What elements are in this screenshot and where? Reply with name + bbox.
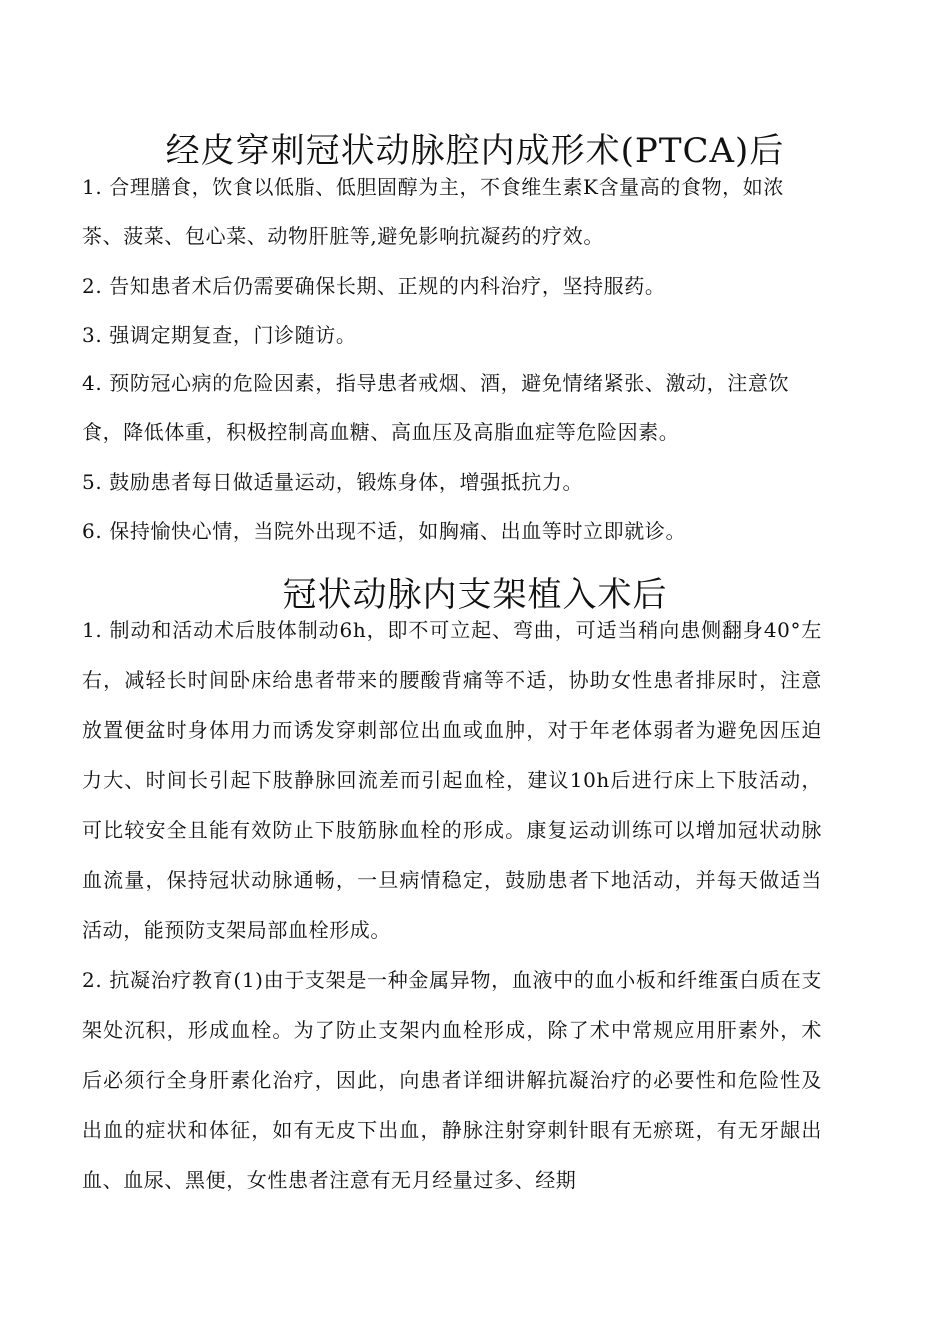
ptca-item-4: 4. 预防冠心病的危险因素，指导患者戒烟、酒，避免情绪紧张、激动，注意饮食，降低体重，积极控制高血糖、高血压及高脂血症等危险因素。: [82, 371, 790, 444]
ptca-item-2: 2. 告知患者术后仍需要确保长期、正规的内科治疗，坚持服药。: [82, 274, 666, 298]
stent-item-1: 1. 制动和活动术后肢体制动6h，即不可立起、弯曲，可适当稍向患侧翻身40°左右，减轻长时间卧床给患者带来的腰酸背痛等不适，协助女性患者排尿时，注意放置便盆时身体用力而诱发穿刺部位出血或血肿，对于年老体弱者为避免因压迫力大、时间长引起下肢静脉回流差而引起血栓，建议10h后进行床上下肢活动，可比较安全且能有效防止下肢筋脉血栓的形成。康复运动训练可以增加冠状动脉血流量，保持冠状动脉通畅，一旦病情稳定，鼓励患者下地活动，并每天做适当活动，能预防支架局部血栓形成。: [82, 618, 822, 942]
section-title-ptca: 经皮穿刺冠状动脉腔内成形术(PTCA)后: [165, 130, 785, 171]
section-title-stent: 冠状动脉内支架植入术后: [282, 574, 668, 615]
ptca-item-6: 6. 保持愉快心情，当院外出现不适，如胸痛、出血等时立即就诊。: [82, 519, 687, 543]
ptca-item-1: 1. 合理膳食，饮食以低脂、低胆固醇为主，不食维生素K含量高的食物，如浓茶、菠菜、包心菜、动物肝脏等,避免影响抗凝药的疗效。: [82, 175, 784, 248]
ptca-item-3: 3. 强调定期复查，门诊随访。: [82, 323, 357, 347]
ptca-item-5: 5. 鼓励患者每日做适量运动，锻炼身体，增强抵抗力。: [82, 470, 584, 494]
stent-item-2: 2. 抗凝治疗教育(1)由于支架是一种金属异物，血液中的血小板和纤维蛋白质在支架处沉积，形成血栓。为了防止支架内血栓形成，除了术中常规应用肝素外，术后必须行全身肝素化治疗，因此，向患者详细讲解抗凝治疗的必要性和危险性及出血的症状和体征，如有无皮下出血，静脉注射穿刺针眼有无瘀斑，有无牙龈出血、血尿、黑便，女性患者注意有无月经量过多、经期: [82, 968, 822, 1192]
